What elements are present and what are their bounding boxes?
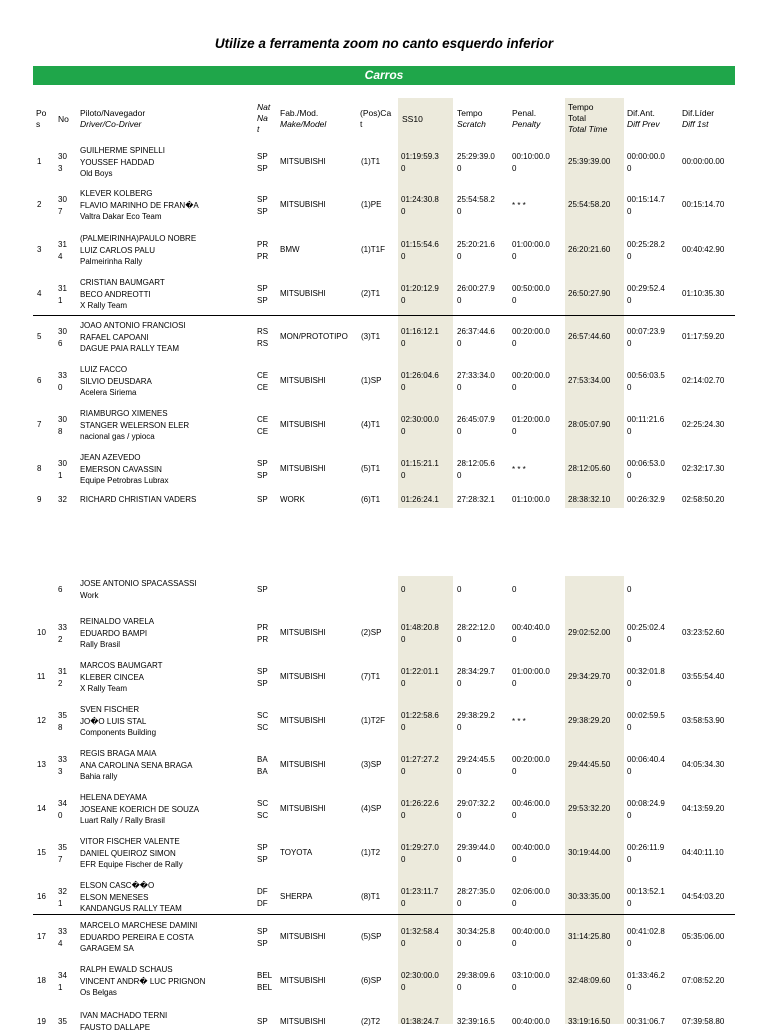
cell-no: 30 7 [58,195,67,216]
cell-nat: SP [257,495,268,504]
cell-total: 30:19:44.00 [568,848,611,857]
cell-diflider: 04:40:11.10 [682,848,724,857]
cell-ss: 01:48:20.8 0 [401,623,439,644]
cell-pos: 9 [37,495,42,504]
cell-difant: 00:02:59.5 0 [627,711,665,732]
cell-cat: (1)T2 [361,848,381,857]
cell-diflider: 01:10:35.30 [682,289,725,298]
cell-make: MITSUBISHI [280,804,326,813]
cell-nat: PR PR [257,623,269,644]
cell-team: Components Building [80,728,157,737]
cell-nat: SP SP [257,927,268,948]
cell-driver-names: RALPH EWALD SCHAUS VINCENT ANDR� LUC PRIGNON [80,965,206,986]
cell-ss: 01:22:01.1 0 [401,667,439,688]
cell-nat: SP SP [257,195,268,216]
cell-ss: 02:30:00.0 0 [401,415,439,436]
cell-no: 34 0 [58,799,67,820]
cell-tempo: 30:34:25.8 0 [457,927,495,948]
cell-difant: 00:25:28.2 0 [627,240,665,261]
cell-difant: 00:06:53.0 0 [627,459,665,480]
cell-tempo: 27:28:32.1 [457,495,495,504]
cell-driver-names: VITOR FISCHER VALENTE DANIEL QUEIROZ SIMON [80,837,180,858]
cell-no: 6 [58,585,63,594]
cell-team: Luart Rally / Rally Brasil [80,816,165,825]
cell-make: MITSUBISHI [280,716,326,725]
cell-tempo: 25:20:21.6 0 [457,240,495,261]
cell-nat: SC SC [257,799,269,820]
header-total-en: Total Time [568,124,608,134]
cell-driver-names: REGIS BRAGA MAIA ANA CAROLINA SENA BRAGA [80,749,193,770]
cell-pos: 3 [37,245,42,254]
cell-nat: SP SP [257,843,268,864]
cell-no: 34 1 [58,971,67,992]
cell-pos: 6 [37,376,42,385]
cell-tempo: 28:27:35.0 0 [457,887,495,908]
cell-ss: 01:38:24.7 [401,1017,439,1026]
cell-penal: 00:20:00.0 0 [512,371,550,392]
cell-team: Os Belgas [80,988,117,997]
cell-team: X Rally Team [80,684,127,693]
cell-no: 35 7 [58,843,67,864]
cell-make: MITSUBISHI [280,760,326,769]
cell-tempo: 27:33:34.0 0 [457,371,495,392]
cell-driver-names: HELENA DEYAMA JOSEANE KOERICH DE SOUZA [80,793,200,814]
cell-cat: (3)T1 [361,332,381,341]
cell-penal: 01:20:00.0 0 [512,415,550,436]
cell-ss: 01:15:54.6 0 [401,240,439,261]
cell-no: 32 [58,495,67,504]
cell-diflider: 04:05:34.30 [682,760,725,769]
cell-pos: 7 [37,420,42,429]
cell-difant: 00:15:14.7 0 [627,195,665,216]
cell-tempo: 32:39:16.5 [457,1017,495,1026]
header-make [280,108,326,130]
cell-difant: 00:07:23.9 0 [627,327,665,348]
cell-difant: 00:25:02.4 0 [627,623,665,644]
cell-difant: 00:29:52.4 0 [627,284,665,305]
cell-penal: 00:40:00.0 0 [512,927,550,948]
cell-nat: SP SP [257,667,268,688]
cell-nat: SP [257,1017,268,1026]
cell-difant: 00:06:40.4 0 [627,755,665,776]
header-pos: Po s [36,108,47,129]
cell-nat: CE CE [257,415,269,436]
cell-penal: 00:46:00.0 0 [512,799,550,820]
cell-team: Rally Brasil [80,640,121,649]
cell-difant: 00:00:00.0 0 [627,152,665,173]
cell-total: 29:34:29.70 [568,672,611,681]
cell-diflider: 02:25:24.30 [682,420,725,429]
cell-driver-names: REINALDO VARELA EDUARDO BAMPI [80,617,155,638]
cell-driver-names: MARCELO MARCHESE DAMINI EDUARDO PEREIRA E COSTA [80,921,198,942]
cell-no: 30 3 [58,152,67,173]
header-tempo-pt: Tempo [457,108,483,118]
cell-nat: BEL BEL [257,971,273,992]
cell-nat: SP SP [257,152,268,173]
cell-difant: 0 [627,585,632,594]
cell-no: 35 [58,1017,67,1026]
cell-team: Palmeirinha Rally [80,257,143,266]
cell-penal: 01:00:00.0 0 [512,667,550,688]
cell-no: 33 0 [58,371,67,392]
cell-ss: 02:30:00.0 0 [401,971,439,992]
cell-make: MITSUBISHI [280,1017,326,1026]
cell-diflider: 03:55:54.40 [682,672,725,681]
cell-diflider: 03:23:52.60 [682,628,725,637]
cell-difant: 00:56:03.5 0 [627,371,665,392]
cell-penal: 01:00:00.0 0 [512,240,550,261]
cell-cat: (1)PE [361,200,382,209]
header-driver-en: Driver/Co-Driver [80,119,142,129]
cell-make: TOYOTA [280,848,313,857]
cell-team: X Rally Team [80,301,127,310]
cell-tempo: 29:39:44.0 0 [457,843,495,864]
page-title: Utilize a ferramenta zoom no canto esquerdo inferior [214,36,554,51]
cell-make: MITSUBISHI [280,376,326,385]
cell-cat: (1)SP [361,376,382,385]
cell-driver-names: (PALMEIRINHA)PAULO NOBRE LUIZ CARLOS PALU [80,234,197,255]
cell-tempo: 29:38:29.2 0 [457,711,495,732]
cell-nat: RS RS [257,327,269,348]
cell-team: Bahia rally [80,772,118,781]
cell-ss: 01:26:04.6 0 [401,371,439,392]
cell-team: DAGUE PAIA RALLY TEAM [80,344,179,353]
cell-nat: BA BA [257,755,268,776]
cell-total: 32:48:09.60 [568,976,611,985]
cell-driver-names: IVAN MACHADO TERNI FAUSTO DALLAPE [80,1011,168,1032]
cell-pos: 17 [37,932,46,941]
cell-total: 33:19:16.50 [568,1017,611,1026]
cell-driver-names: CRISTIAN BAUMGART BECO ANDREOTTI [80,278,165,299]
cell-total: 31:14:25.80 [568,932,611,941]
cell-no: 31 1 [58,284,67,305]
cell-nat: DF DF [257,887,268,908]
cell-total: 28:12:05.60 [568,464,611,473]
cell-cat: (8)T1 [361,892,381,901]
cell-ss: 01:26:22.6 0 [401,799,439,820]
cell-make: MITSUBISHI [280,932,326,941]
header-penal [512,108,540,130]
header-total [568,102,607,135]
cell-tempo: 29:07:32.2 0 [457,799,495,820]
row-separator [33,315,735,316]
cell-diflider: 03:58:53.90 [682,716,725,725]
cell-total: 29:38:29.20 [568,716,611,725]
cell-pos: 5 [37,332,42,341]
header-difant-pt: Dif.Ant. [627,108,655,118]
cell-difant: 00:08:24.9 0 [627,799,665,820]
cell-cat: (2)T1 [361,289,381,298]
cell-tempo: 26:45:07.9 0 [457,415,495,436]
cell-driver-names: GUILHERME SPINELLI YOUSSEF HADDAD [80,146,165,167]
cell-driver-names: JEAN AZEVEDO EMERSON CAVASSIN [80,453,162,474]
cell-total: 30:33:35.00 [568,892,611,901]
cell-diflider: 00:00:00.00 [682,157,725,166]
cell-ss: 01:24:30.8 0 [401,195,439,216]
cell-team: Equipe Petrobras Lubrax [80,476,169,485]
header-total-pt: Tempo Total [568,102,594,123]
cell-cat: (2)T2 [361,1017,381,1026]
header-penal-en: Penalty [512,119,541,129]
header-poscat: (Pos)Ca t [360,108,392,129]
cell-nat: PR PR [257,240,269,261]
cell-nat: SP SP [257,284,268,305]
cell-difant: 00:26:11.9 0 [627,843,665,864]
total-column-shade-2 [565,576,624,1024]
cell-nat: CE CE [257,371,269,392]
cell-no: 30 6 [58,327,67,348]
cell-diflider: 00:40:42.90 [682,245,725,254]
cell-pos: 18 [37,976,46,985]
cell-penal: 00:50:00.0 0 [512,284,550,305]
cell-make: MITSUBISHI [280,289,326,298]
cell-tempo: 25:29:39.0 0 [457,152,495,173]
cell-penal: 00:40:40.0 0 [512,623,550,644]
cell-penal: 00:40:00.0 0 [512,843,550,864]
cell-cat: (6)T1 [361,495,381,504]
cell-driver-names: JOSE ANTONIO SPACASSASSI [80,579,197,588]
cell-pos: 8 [37,464,42,473]
cell-diflider: 02:58:50.20 [682,495,725,504]
cell-ss: 01:27:27.2 0 [401,755,439,776]
header-no: No [58,114,69,124]
cell-total: 25:54:58.20 [568,200,611,209]
cell-no: 30 1 [58,459,67,480]
cell-no: 30 8 [58,415,67,436]
cell-pos: 2 [37,200,42,209]
cell-make: WORK [280,495,305,504]
cell-pos: 15 [37,848,46,857]
cell-diflider: 05:35:06.00 [682,932,725,941]
cell-no: 33 4 [58,927,67,948]
cell-team: Old Boys [80,169,113,178]
cell-pos: 12 [37,716,46,725]
cell-driver-names: RICHARD CHRISTIAN VADERS [80,495,197,504]
cell-diflider: 07:39:58.80 [682,1017,725,1026]
cell-driver-names: JOAO ANTONIO FRANCIOSI RAFAEL CAPOANI [80,321,186,342]
cell-make: MITSUBISHI [280,672,326,681]
cell-tempo: 28:22:12.0 0 [457,623,495,644]
cell-pos: 11 [37,672,46,681]
cell-difant: 00:26:32.9 [627,495,665,504]
cell-diflider: 02:14:02.70 [682,376,725,385]
cell-driver-names: LUIZ FACCO SILVIO DEUSDARA [80,365,152,386]
cell-make: MITSUBISHI [280,976,326,985]
cell-tempo: 25:54:58.2 0 [457,195,495,216]
cell-diflider: 01:17:59.20 [682,332,725,341]
cell-ss: 01:20:12.9 0 [401,284,439,305]
cell-ss: 01:19:59.3 0 [401,152,439,173]
cell-diflider: 07:08:52.20 [682,976,725,985]
cell-make: MITSUBISHI [280,628,326,637]
cell-penal: 00:20:00.0 0 [512,327,550,348]
header-diflider-en: Diff 1st [682,119,709,129]
header-make-pt: Fab./Mod. [280,108,319,118]
cell-ss: 01:23:11.7 0 [401,887,439,908]
cell-make: MITSUBISHI [280,420,326,429]
cell-difant: 00:13:52.1 0 [627,887,665,908]
cell-ss: 01:16:12.1 0 [401,327,439,348]
cell-tempo: 28:12:05.6 0 [457,459,495,480]
cell-cat: (4)SP [361,804,382,813]
cell-ss: 01:22:58.6 0 [401,711,439,732]
cell-tempo: 28:34:29.7 0 [457,667,495,688]
cell-ss: 01:15:21.1 0 [401,459,439,480]
cell-team: EFR Equipe Fischer de Rally [80,860,183,869]
cell-make: MITSUBISHI [280,464,326,473]
cell-no: 33 3 [58,755,67,776]
cell-penal: 00:20:00.0 0 [512,755,550,776]
cell-difant: 01:33:46.2 0 [627,971,665,992]
cell-nat: SP [257,585,268,594]
cell-penal: 00:10:00.0 0 [512,152,550,173]
cell-no: 31 4 [58,240,67,261]
cell-total: 29:53:32.20 [568,804,611,813]
cell-no: 35 8 [58,711,67,732]
cell-total: 25:39:39.00 [568,157,611,166]
cell-diflider: 02:32:17.30 [682,464,725,473]
header-driver [80,108,145,130]
cell-cat: (3)SP [361,760,382,769]
cell-cat: (1)T1 [361,157,381,166]
cell-difant: 00:32:01.8 0 [627,667,665,688]
header-penal-pt: Penal. [512,108,537,118]
cell-make: MITSUBISHI [280,200,326,209]
cell-penal: 03:10:00.0 0 [512,971,550,992]
cell-no: 31 2 [58,667,67,688]
cell-team: KANDANGUS RALLY TEAM [80,904,182,913]
cell-team: Acelera Siriema [80,388,137,397]
cell-ss: 01:29:27.0 0 [401,843,439,864]
cell-tempo: 26:00:27.9 0 [457,284,495,305]
cell-ss: 01:32:58.4 0 [401,927,439,948]
cell-diflider: 00:15:14.70 [682,200,725,209]
row-separator [33,914,735,915]
cell-pos: 10 [37,628,46,637]
section-header: Carros [33,66,735,85]
cell-driver-names: RIAMBURGO XIMENES STANGER WELERSON ELER [80,409,190,430]
header-make-en: Make/Model [280,119,327,129]
cell-nat: SC SC [257,711,269,732]
cell-cat: (1)T1F [361,245,385,254]
cell-penal: * * * [512,717,526,726]
header-ss: SS10 [402,114,423,124]
cell-tempo: 29:38:09.6 0 [457,971,495,992]
cell-make: SHERPA [280,892,313,901]
header-diflider [682,108,714,130]
cell-team: GARAGEM SA [80,944,134,953]
cell-diflider: 04:13:59.20 [682,804,725,813]
cell-total: 28:05:07.90 [568,420,611,429]
cell-driver-names: MARCOS BAUMGART KLEBER CINCEA [80,661,163,682]
cell-cat: (1)T2F [361,716,385,725]
cell-tempo: 0 [457,585,462,594]
cell-cat: (5)SP [361,932,382,941]
cell-pos: 13 [37,760,46,769]
cell-penal: 00:40:00.0 [512,1017,550,1026]
cell-driver-names: SVEN FISCHER JO�O LUIS STAL [80,705,147,726]
cell-difant: 00:41:02.8 0 [627,927,665,948]
header-difant [627,108,660,130]
header-nat: Nat Na t [257,102,271,134]
cell-penal: 01:10:00.0 [512,495,550,504]
cell-make: MON/PROTOTIPO [280,332,348,341]
cell-pos: 19 [37,1017,46,1026]
cell-ss: 0 [401,585,406,594]
cell-make: MITSUBISHI [280,157,326,166]
cell-cat: (2)SP [361,628,382,637]
cell-make: BMW [280,245,300,254]
cell-no: 32 1 [58,887,67,908]
cell-cat: (7)T1 [361,672,381,681]
cell-team: Work [80,591,99,600]
cell-total: 27:53:34.00 [568,376,611,385]
cell-total: 28:38:32.10 [568,495,611,504]
cell-no: 33 2 [58,623,67,644]
cell-tempo: 29:24:45.5 0 [457,755,495,776]
header-tempo [457,108,486,130]
cell-diflider: 04:54:03.20 [682,892,725,901]
cell-driver-names: ELSON CASC��O ELSON MENESES [80,881,155,902]
cell-difant: 00:11:21.6 0 [627,415,665,436]
cell-pos: 1 [37,157,42,166]
header-tempo-en: Scratch [457,119,486,129]
cell-difant: 00:31:06.7 [627,1017,665,1026]
cell-driver-names: KLEVER KOLBERG FLAVIO MARINHO DE FRAN�A [80,189,199,210]
cell-penal: * * * [512,465,526,474]
cell-cat: (4)T1 [361,420,381,429]
cell-cat: (6)SP [361,976,382,985]
cell-total: 26:20:21.60 [568,245,611,254]
cell-ss: 01:26:24.1 [401,495,439,504]
cell-pos: 14 [37,804,46,813]
header-difant-en: Diff Prev [627,119,660,129]
cell-total: 29:44:45.50 [568,760,611,769]
cell-penal: * * * [512,201,526,210]
cell-cat: (5)T1 [361,464,381,473]
cell-pos: 16 [37,892,46,901]
header-diflider-pt: Dif.Líder [682,108,715,118]
header-driver-pt: Piloto/Navegador [80,108,146,118]
cell-tempo: 26:37:44.6 0 [457,327,495,348]
cell-penal: 0 [512,585,517,594]
cell-total: 26:57:44.60 [568,332,611,341]
cell-team: Valtra Dakar Eco Team [80,212,162,221]
cell-total: 26:50:27.90 [568,289,611,298]
cell-total: 29:02:52.00 [568,628,611,637]
cell-penal: 02:06:00.0 0 [512,887,550,908]
cell-nat: SP SP [257,459,268,480]
cell-team: nacional gas / ypioca [80,432,155,441]
cell-pos: 4 [37,289,42,298]
